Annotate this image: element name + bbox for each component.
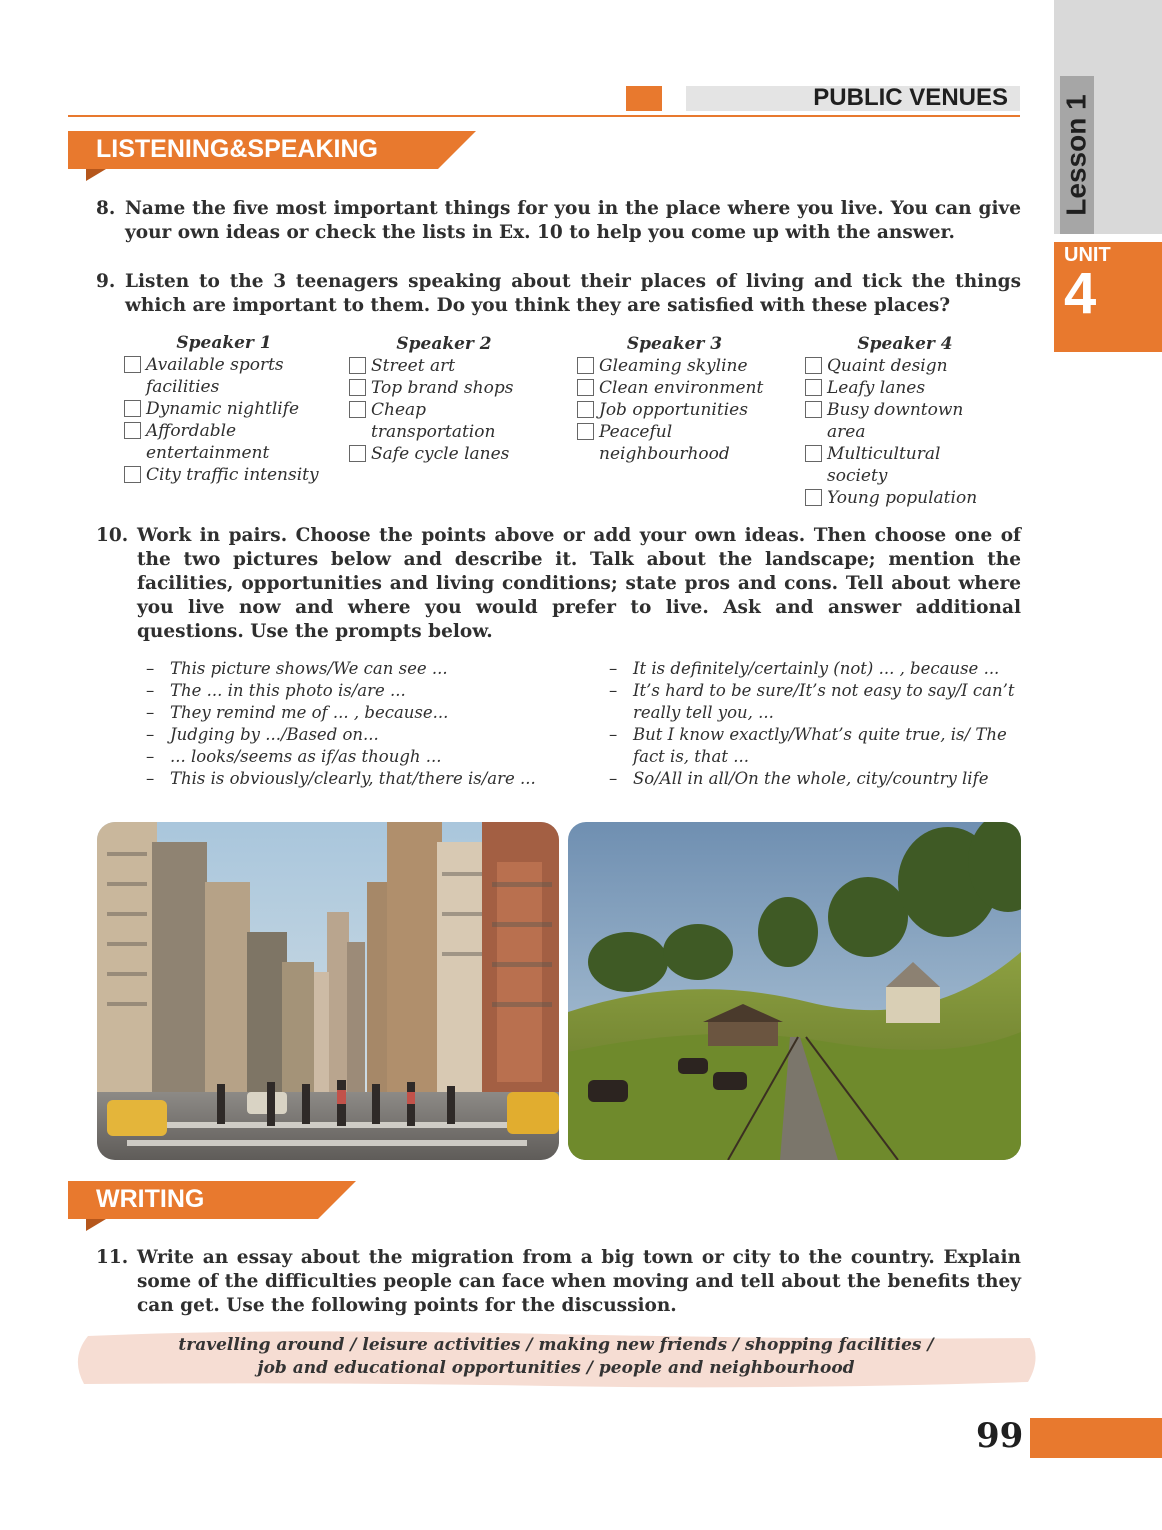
checkbox-label: Available sports facilities [146,355,284,397]
exercise-number: 9. [96,271,116,292]
checkbox-label: Quaint design [827,356,948,376]
checkbox[interactable] [805,379,822,396]
listening-speaking-heading: LISTENING&SPEAKING [96,135,378,163]
prompt-line: – But I know exactly/What’s quite true, is/ The fact is, that ... [609,725,1007,766]
checkbox-label: Young population [827,488,978,508]
prompt-line: – Judging by .../Based on... [146,725,379,744]
checkbox[interactable] [124,400,141,417]
prompt-text: But I know exactly/What’s quite true, is/ The fact is, that ... [633,725,1007,766]
prompt-line: – The ... in this photo is/are ... [146,681,406,700]
checkbox-item[interactable] [805,443,1005,487]
prompt-text: The ... in this photo is/are ... [170,681,406,700]
writing-points [70,1328,1042,1390]
exercise-number: 11. [96,1247,129,1268]
prompts-left [146,658,586,790]
prompt-text: Judging by .../Based on... [170,725,379,744]
checkbox-label: Cheap transportation [371,400,496,442]
speaker-4-list [805,333,1005,509]
exercise-9 [96,270,1021,318]
checkbox-label: City traffic intensity [146,465,319,485]
checkbox-item[interactable] [577,377,772,399]
unit-number: 4 [1064,261,1097,326]
prompt-text: So/All in all/On the whole, city/country life [633,769,989,788]
checkbox-label: Clean environment [599,378,764,398]
checkbox-label: Street art [371,356,456,376]
checkbox[interactable] [577,401,594,418]
exercise-number: 10. [96,525,129,546]
points-text [70,1334,1042,1380]
page-number: 99 [976,1416,1024,1456]
checkbox-item[interactable] [349,377,539,399]
speaker-heading: Speaker 4 [857,334,953,354]
checkbox-label: Affordable entertainment [146,421,270,463]
checkbox-item[interactable] [349,399,539,443]
prompt-text: They remind me of ... , because... [170,703,449,722]
exercise-number: 8. [96,198,116,219]
checkbox[interactable] [805,489,822,506]
checkbox-item[interactable] [577,399,772,421]
listening-speaking-banner [68,131,478,169]
exercise-text: Name the five most important things for you in the place where you live. You can give your own ideas or check the lists in Ex. 10 to help you come up with the answer. [125,198,1021,243]
header-accent-block [626,86,662,111]
exercise-8 [96,197,1021,245]
writing-heading: WRITING [96,1185,205,1213]
prompts-right [609,658,1027,790]
lesson-label: Lesson 1 [1061,94,1093,216]
checkbox[interactable] [805,401,822,418]
prompt-text: It’s hard to be sure/It’s not easy to say/I can’t really tell you, ... [633,681,1015,722]
prompt-line: – It is definitely/certainly (not) ... , because ... [609,659,1000,678]
checkbox[interactable] [805,357,822,374]
page-number-bar [1030,1418,1162,1458]
checkbox[interactable] [577,423,594,440]
checkbox[interactable] [349,445,366,462]
checkbox-item[interactable] [124,354,324,398]
checkbox[interactable] [124,466,141,483]
prompt-line: – This is obviously/clearly, that/there is/are ... [146,769,536,788]
countryside-photo [568,822,1021,1160]
exercise-text: Write an essay about the migration from a big town or city to the country. Explain some of the difficulties people can face when moving and tell about the benefits they can get. Use the following points for the discussion. [137,1247,1021,1316]
checkbox[interactable] [577,357,594,374]
checkbox-item[interactable] [124,464,324,486]
speaker-3-list [577,333,772,465]
checkbox-item[interactable] [805,377,1005,399]
prompt-text: This is obviously/clearly, that/there is/are ... [170,769,536,788]
checkbox[interactable] [577,379,594,396]
checkbox[interactable] [805,445,822,462]
checkbox[interactable] [124,356,141,373]
lesson-label-wrap [1056,80,1098,230]
checkbox-label: Leafy lanes [827,378,926,398]
checkbox-label: Busy downtown area [827,400,964,442]
prompt-line: – This picture shows/We can see ... [146,659,448,678]
speaker-1-list [124,332,324,486]
checkbox-item[interactable] [805,487,1005,509]
checkbox-item[interactable] [124,398,324,420]
prompt-line: – So/All in all/On the whole, city/country life [609,769,989,788]
unit-label: UNIT [1064,244,1111,266]
checkbox-label: Job opportunities [599,400,748,420]
prompt-line: – They remind me of ... , because... [146,703,449,722]
prompt-line: – It’s hard to be sure/It’s not easy to say/I can’t really tell you, ... [609,681,1015,722]
page-section-title: PUBLIC VENUES [813,84,1008,111]
prompt-text: It is definitely/certainly (not) ... , because ... [633,659,1000,678]
checkbox-label: Top brand shops [371,378,514,398]
checkbox-label: Safe cycle lanes [371,444,510,464]
checkbox-item[interactable] [805,355,1005,377]
speaker-2-list [349,333,539,465]
points-line-2: job and educational opportunities / people and neighbourhood [257,1358,855,1378]
checkbox[interactable] [349,401,366,418]
prompt-text: This picture shows/We can see ... [170,659,448,678]
speaker-heading: Speaker 1 [176,333,272,353]
city-street-photo [97,822,559,1160]
checkbox-label: Dynamic nightlife [146,399,300,419]
prompt-text: ... looks/seems as if/as though ... [170,747,442,766]
speaker-heading: Speaker 2 [396,334,492,354]
exercise-11 [96,1246,1021,1318]
exercise-10 [96,524,1021,644]
checkbox-label: Gleaming skyline [599,356,748,376]
checkbox-label: Multicultural society [827,444,941,486]
header-rule [68,115,1020,117]
checkbox-item[interactable] [124,420,324,464]
checkbox-item[interactable] [577,421,772,465]
prompt-line: – ... looks/seems as if/as though ... [146,747,442,766]
checkbox[interactable] [349,379,366,396]
checkbox-item[interactable] [805,399,1005,443]
points-line-1: travelling around / leisure activities / making new friends / shopping facilities / [178,1335,934,1355]
exercise-text: Listen to the 3 teenagers speaking about their places of living and tick the things which are important to them. Do you think they are satisfied with these places? [125,271,1021,316]
exercise-text: Work in pairs. Choose the points above or add your own ideas. Then choose one of the two pictures below and describe it. Talk about the landscape; mention the facilities, opportunities and living conditions; state pros and cons. Tell about where you live now and where you would prefer to live. Ask and answer additional questions. Use the prompts below. [137,525,1021,642]
checkbox-label: Peaceful neighbourhood [599,422,730,464]
checkbox-item[interactable] [349,443,539,465]
checkbox-item[interactable] [349,355,539,377]
speaker-heading: Speaker 3 [626,334,723,354]
checkbox-item[interactable] [577,355,772,377]
writing-banner [68,1181,358,1219]
checkbox[interactable] [349,357,366,374]
checkbox[interactable] [124,422,141,439]
